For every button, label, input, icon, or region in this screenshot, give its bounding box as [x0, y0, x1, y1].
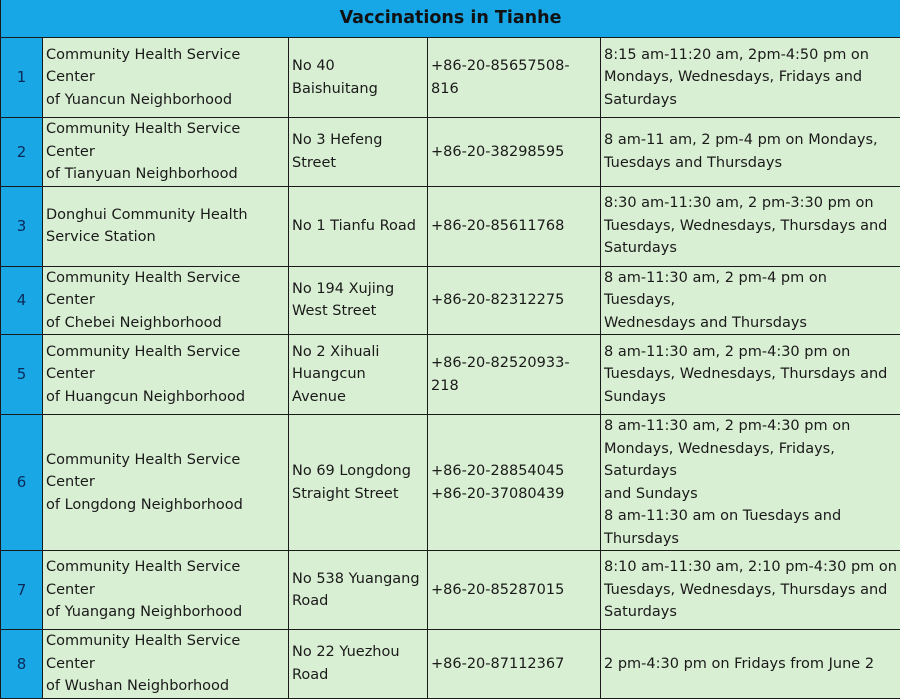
address: No 22 Yuezhou Road — [289, 630, 428, 699]
hours: 8 am-11:30 am, 2 pm-4:30 pm on Mondays, Wednesdays, Fridays, Saturdays and Sundays 8 am-11:30 am on Tuesdays and Thursdays — [601, 415, 900, 551]
hours: 8:30 am-11:30 am, 2 pm-3:30 pm on Tuesdays, Wednesdays, Thursdays and Saturdays — [601, 186, 900, 266]
phone: +86-20-38298595 — [428, 118, 601, 187]
hours: 8 am-11:30 am, 2 pm-4:30 pm on Tuesdays, Wednesdays, Thursdays and Sundays — [601, 335, 900, 415]
hours: 8 am-11:30 am, 2 pm-4 pm on Tuesdays, Wednesdays and Thursdays — [601, 266, 900, 335]
center-name: Community Health Service Center of Wushan Neighborhood — [43, 630, 289, 699]
center-name: Community Health Service Center of Yuangang Neighborhood — [43, 551, 289, 630]
center-name: Donghui Community Health Service Station — [43, 186, 289, 266]
row-number: 1 — [1, 38, 43, 118]
table-row — [1, 415, 900, 551]
center-name: Community Health Service Center of Huangcun Neighborhood — [43, 335, 289, 415]
address: No 3 Hefeng Street — [289, 118, 428, 187]
center-name: Community Health Service Center of Longdong Neighborhood — [43, 415, 289, 551]
row-number: 6 — [1, 415, 43, 551]
address: No 69 Longdong Straight Street — [289, 415, 428, 551]
phone: +86-20-87112367 — [428, 630, 601, 699]
table-row — [1, 186, 900, 266]
row-number: 5 — [1, 335, 43, 415]
row-number: 3 — [1, 186, 43, 266]
hours: 2 pm-4:30 pm on Fridays from June 2 — [601, 630, 900, 699]
table-title: Vaccinations in Tianhe — [1, 0, 900, 38]
hours: 8 am-11 am, 2 pm-4 pm on Mondays, Tuesdays and Thursdays — [601, 118, 900, 187]
table-row — [1, 38, 900, 118]
address: No 40 Baishuitang — [289, 38, 428, 118]
title-row — [1, 0, 900, 38]
phone: +86-20-82312275 — [428, 266, 601, 335]
phone: +86-20-85611768 — [428, 186, 601, 266]
row-number: 4 — [1, 266, 43, 335]
phone: +86-20-85657508-816 — [428, 38, 601, 118]
phone: +86-20-28854045 +86-20-37080439 — [428, 415, 601, 551]
table-row — [1, 266, 900, 335]
table-row — [1, 335, 900, 415]
row-number: 8 — [1, 630, 43, 699]
row-number: 7 — [1, 551, 43, 630]
table-row — [1, 551, 900, 630]
hours: 8:10 am-11:30 am, 2:10 pm-4:30 pm on Tuesdays, Wednesdays, Thursdays and Saturdays — [601, 551, 900, 630]
center-name: Community Health Service Center of Chebei Neighborhood — [43, 266, 289, 335]
row-number: 2 — [1, 118, 43, 187]
phone: +86-20-82520933-218 — [428, 335, 601, 415]
phone: +86-20-85287015 — [428, 551, 601, 630]
address: No 538 Yuangang Road — [289, 551, 428, 630]
address: No 2 Xihuali Huangcun Avenue — [289, 335, 428, 415]
address: No 194 Xujing West Street — [289, 266, 428, 335]
hours: 8:15 am-11:20 am, 2pm-4:50 pm on Mondays, Wednesdays, Fridays and Saturdays — [601, 38, 900, 118]
table-row — [1, 118, 900, 187]
center-name: Community Health Service Center of Yuancun Neighborhood — [43, 38, 289, 118]
address: No 1 Tianfu Road — [289, 186, 428, 266]
center-name: Community Health Service Center of Tianyuan Neighborhood — [43, 118, 289, 187]
